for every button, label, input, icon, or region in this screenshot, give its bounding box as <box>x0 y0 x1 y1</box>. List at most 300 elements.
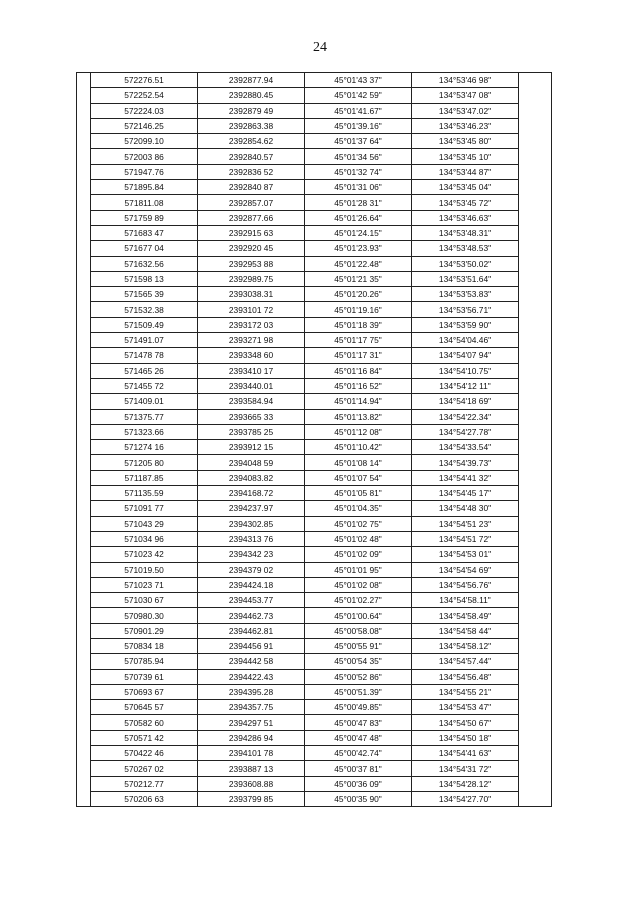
y-coordinate-cell: 2394462.73 <box>198 608 305 623</box>
longitude-cell: 134°54'57.44" <box>412 654 519 669</box>
blank-left-cell <box>77 669 91 684</box>
blank-left-cell <box>77 394 91 409</box>
x-coordinate-cell: 572224.03 <box>91 103 198 118</box>
table-row <box>77 470 552 485</box>
y-coordinate-cell: 2393101 72 <box>198 302 305 317</box>
table-row <box>77 424 552 439</box>
x-coordinate-cell: 570212.77 <box>91 776 198 791</box>
table-row <box>77 302 552 317</box>
blank-right-cell <box>519 623 552 638</box>
table-row <box>77 608 552 623</box>
blank-right-cell <box>519 470 552 485</box>
table-row <box>77 791 552 806</box>
blank-left-cell <box>77 333 91 348</box>
table-row <box>77 684 552 699</box>
longitude-cell: 134°54'48 30" <box>412 501 519 516</box>
blank-left-cell <box>77 271 91 286</box>
y-coordinate-cell: 2392989.75 <box>198 271 305 286</box>
blank-left-cell <box>77 118 91 133</box>
blank-left-cell <box>77 700 91 715</box>
latitude-cell: 45°01'02 09" <box>305 547 412 562</box>
page-number: 24 <box>313 40 327 55</box>
y-coordinate-cell: 2394342 23 <box>198 547 305 562</box>
x-coordinate-cell: 571375.77 <box>91 409 198 424</box>
blank-right-cell <box>519 378 552 393</box>
x-coordinate-cell: 571187.85 <box>91 470 198 485</box>
blank-left-cell <box>77 440 91 455</box>
y-coordinate-cell: 2393271 98 <box>198 333 305 348</box>
blank-left-cell <box>77 317 91 332</box>
x-coordinate-cell: 571135.59 <box>91 486 198 501</box>
longitude-cell: 134°54'53 01" <box>412 547 519 562</box>
latitude-cell: 45°01'23.93" <box>305 241 412 256</box>
longitude-cell: 134°54'07 94" <box>412 348 519 363</box>
latitude-cell: 45°00'37 81" <box>305 761 412 776</box>
blank-right-cell <box>519 730 552 745</box>
y-coordinate-cell: 2393785 25 <box>198 424 305 439</box>
blank-right-cell <box>519 317 552 332</box>
blank-right-cell <box>519 684 552 699</box>
x-coordinate-cell: 570739 61 <box>91 669 198 684</box>
table-row <box>77 88 552 103</box>
longitude-cell: 134°53'45 04" <box>412 180 519 195</box>
y-coordinate-cell: 2393608.88 <box>198 776 305 791</box>
y-coordinate-cell: 2392836 52 <box>198 164 305 179</box>
blank-right-cell <box>519 103 552 118</box>
x-coordinate-cell: 572276.51 <box>91 73 198 88</box>
x-coordinate-cell: 571509.49 <box>91 317 198 332</box>
latitude-cell: 45°01'17 31" <box>305 348 412 363</box>
x-coordinate-cell: 570206 63 <box>91 791 198 806</box>
latitude-cell: 45°00'55 91" <box>305 638 412 653</box>
table-row <box>77 516 552 531</box>
blank-right-cell <box>519 88 552 103</box>
x-coordinate-cell: 571091 77 <box>91 501 198 516</box>
latitude-cell: 45°00'54 35" <box>305 654 412 669</box>
latitude-cell: 45°01'16 84" <box>305 363 412 378</box>
blank-right-cell <box>519 210 552 225</box>
table-row <box>77 455 552 470</box>
table-row <box>77 531 552 546</box>
blank-left-cell <box>77 715 91 730</box>
y-coordinate-cell: 2394456 91 <box>198 638 305 653</box>
table-row <box>77 501 552 516</box>
table-row <box>77 103 552 118</box>
longitude-cell: 134°54'56.48" <box>412 669 519 684</box>
x-coordinate-cell: 571947.76 <box>91 164 198 179</box>
longitude-cell: 134°53'59 90" <box>412 317 519 332</box>
x-coordinate-cell: 570834 18 <box>91 638 198 653</box>
blank-right-cell <box>519 547 552 562</box>
longitude-cell: 134°53'53.83" <box>412 287 519 302</box>
table-row <box>77 394 552 409</box>
latitude-cell: 45°01'24.15" <box>305 225 412 240</box>
x-coordinate-cell: 571023 71 <box>91 577 198 592</box>
x-coordinate-cell: 571895.84 <box>91 180 198 195</box>
blank-right-cell <box>519 195 552 210</box>
longitude-cell: 134°54'58.12" <box>412 638 519 653</box>
blank-left-cell <box>77 103 91 118</box>
latitude-cell: 45°01'04.35" <box>305 501 412 516</box>
longitude-cell: 134°54'39.73" <box>412 455 519 470</box>
latitude-cell: 45°01'08 14" <box>305 455 412 470</box>
latitude-cell: 45°00'47 48" <box>305 730 412 745</box>
longitude-cell: 134°53'45 72" <box>412 195 519 210</box>
table-row <box>77 225 552 240</box>
x-coordinate-cell: 570571 42 <box>91 730 198 745</box>
longitude-cell: 134°53'46.23" <box>412 118 519 133</box>
blank-left-cell <box>77 256 91 271</box>
x-coordinate-cell: 571043 29 <box>91 516 198 531</box>
table-row <box>77 593 552 608</box>
blank-right-cell <box>519 761 552 776</box>
y-coordinate-cell: 2394424.18 <box>198 577 305 592</box>
latitude-cell: 45°00'47 83" <box>305 715 412 730</box>
blank-right-cell <box>519 287 552 302</box>
longitude-cell: 134°54'22.34" <box>412 409 519 424</box>
longitude-cell: 134°53'48.53" <box>412 241 519 256</box>
blank-left-cell <box>77 134 91 149</box>
blank-left-cell <box>77 547 91 562</box>
y-coordinate-cell: 2393887 13 <box>198 761 305 776</box>
x-coordinate-cell: 571677 04 <box>91 241 198 256</box>
longitude-cell: 134°54'04.46" <box>412 333 519 348</box>
table-row <box>77 241 552 256</box>
x-coordinate-cell: 570267 02 <box>91 761 198 776</box>
blank-right-cell <box>519 608 552 623</box>
x-coordinate-cell: 571811.08 <box>91 195 198 210</box>
table-row <box>77 333 552 348</box>
longitude-cell: 134°53'48.31" <box>412 225 519 240</box>
table-row <box>77 654 552 669</box>
blank-right-cell <box>519 562 552 577</box>
y-coordinate-cell: 2392877.94 <box>198 73 305 88</box>
x-coordinate-cell: 571455 72 <box>91 378 198 393</box>
y-coordinate-cell: 2392840.57 <box>198 149 305 164</box>
x-coordinate-cell: 570645 57 <box>91 700 198 715</box>
y-coordinate-cell: 2394442 58 <box>198 654 305 669</box>
y-coordinate-cell: 2394302.85 <box>198 516 305 531</box>
latitude-cell: 45°01'07 54" <box>305 470 412 485</box>
longitude-cell: 134°53'47.02" <box>412 103 519 118</box>
x-coordinate-cell: 572003 86 <box>91 149 198 164</box>
longitude-cell: 134°54'51 72" <box>412 531 519 546</box>
y-coordinate-cell: 2394453.77 <box>198 593 305 608</box>
blank-right-cell <box>519 424 552 439</box>
longitude-cell: 134°54'33.54" <box>412 440 519 455</box>
blank-right-cell <box>519 256 552 271</box>
blank-left-cell <box>77 210 91 225</box>
longitude-cell: 134°53'56.71" <box>412 302 519 317</box>
y-coordinate-cell: 2393038.31 <box>198 287 305 302</box>
blank-left-cell <box>77 516 91 531</box>
blank-left-cell <box>77 180 91 195</box>
latitude-cell: 45°01'41.67" <box>305 103 412 118</box>
blank-left-cell <box>77 287 91 302</box>
x-coordinate-cell: 571023 42 <box>91 547 198 562</box>
longitude-cell: 134°53'46.63" <box>412 210 519 225</box>
y-coordinate-cell: 2393348 60 <box>198 348 305 363</box>
y-coordinate-cell: 2392857.07 <box>198 195 305 210</box>
blank-left-cell <box>77 623 91 638</box>
y-coordinate-cell: 2392877.66 <box>198 210 305 225</box>
y-coordinate-cell: 2392920 45 <box>198 241 305 256</box>
longitude-cell: 134°54'41 63" <box>412 746 519 761</box>
blank-right-cell <box>519 776 552 791</box>
blank-right-cell <box>519 180 552 195</box>
x-coordinate-cell: 571030 67 <box>91 593 198 608</box>
blank-right-cell <box>519 455 552 470</box>
table-row <box>77 271 552 286</box>
blank-right-cell <box>519 73 552 88</box>
table-row <box>77 730 552 745</box>
blank-left-cell <box>77 195 91 210</box>
latitude-cell: 45°01'16 52" <box>305 378 412 393</box>
blank-right-cell <box>519 486 552 501</box>
x-coordinate-cell: 571465 26 <box>91 363 198 378</box>
table-row <box>77 486 552 501</box>
table-row <box>77 256 552 271</box>
latitude-cell: 45°00'42.74" <box>305 746 412 761</box>
longitude-cell: 134°54'50 67" <box>412 715 519 730</box>
latitude-cell: 45°01'42 59" <box>305 88 412 103</box>
table-row <box>77 547 552 562</box>
y-coordinate-cell: 2394083.82 <box>198 470 305 485</box>
table-row <box>77 180 552 195</box>
x-coordinate-cell: 571759 89 <box>91 210 198 225</box>
latitude-cell: 45°01'00.64" <box>305 608 412 623</box>
y-coordinate-cell: 2394168.72 <box>198 486 305 501</box>
latitude-cell: 45°01'39.16" <box>305 118 412 133</box>
blank-left-cell <box>77 791 91 806</box>
latitude-cell: 45°01'14.94" <box>305 394 412 409</box>
blank-left-cell <box>77 302 91 317</box>
longitude-cell: 134°53'46 98" <box>412 73 519 88</box>
x-coordinate-cell: 571205 80 <box>91 455 198 470</box>
blank-left-cell <box>77 501 91 516</box>
blank-left-cell <box>77 654 91 669</box>
longitude-cell: 134°53'47 08" <box>412 88 519 103</box>
longitude-cell: 134°54'27.70" <box>412 791 519 806</box>
table-row <box>77 577 552 592</box>
longitude-cell: 134°54'10.75" <box>412 363 519 378</box>
longitude-cell: 134°54'55 21" <box>412 684 519 699</box>
blank-right-cell <box>519 394 552 409</box>
latitude-cell: 45°01'19.16" <box>305 302 412 317</box>
table-row <box>77 317 552 332</box>
longitude-cell: 134°54'18 69" <box>412 394 519 409</box>
longitude-cell: 134°54'45 17" <box>412 486 519 501</box>
blank-right-cell <box>519 241 552 256</box>
blank-right-cell <box>519 746 552 761</box>
latitude-cell: 45°01'05 81" <box>305 486 412 501</box>
blank-right-cell <box>519 225 552 240</box>
x-coordinate-cell: 571019.50 <box>91 562 198 577</box>
blank-left-cell <box>77 562 91 577</box>
table-row <box>77 669 552 684</box>
blank-left-cell <box>77 486 91 501</box>
table-row <box>77 746 552 761</box>
longitude-cell: 134°54'58 44" <box>412 623 519 638</box>
latitude-cell: 45°01'10.42" <box>305 440 412 455</box>
y-coordinate-cell: 2394379 02 <box>198 562 305 577</box>
blank-left-cell <box>77 348 91 363</box>
blank-left-cell <box>77 455 91 470</box>
blank-right-cell <box>519 118 552 133</box>
coordinates-table-body <box>77 73 552 807</box>
blank-right-cell <box>519 440 552 455</box>
y-coordinate-cell: 2393440.01 <box>198 378 305 393</box>
x-coordinate-cell: 570422 46 <box>91 746 198 761</box>
latitude-cell: 45°01'32 74" <box>305 164 412 179</box>
blank-right-cell <box>519 164 552 179</box>
x-coordinate-cell: 571323.66 <box>91 424 198 439</box>
x-coordinate-cell: 571532.38 <box>91 302 198 317</box>
blank-left-cell <box>77 684 91 699</box>
blank-right-cell <box>519 715 552 730</box>
longitude-cell: 134°54'53 47" <box>412 700 519 715</box>
blank-left-cell <box>77 149 91 164</box>
latitude-cell: 45°01'28 31" <box>305 195 412 210</box>
blank-right-cell <box>519 409 552 424</box>
blank-right-cell <box>519 531 552 546</box>
y-coordinate-cell: 2394357.75 <box>198 700 305 715</box>
x-coordinate-cell: 570785.94 <box>91 654 198 669</box>
table-row <box>77 715 552 730</box>
latitude-cell: 45°01'21 35" <box>305 271 412 286</box>
x-coordinate-cell: 570693 67 <box>91 684 198 699</box>
x-coordinate-cell: 570901.29 <box>91 623 198 638</box>
blank-left-cell <box>77 378 91 393</box>
latitude-cell: 45°00'52 86" <box>305 669 412 684</box>
latitude-cell: 45°00'36 09" <box>305 776 412 791</box>
table-row <box>77 638 552 653</box>
blank-right-cell <box>519 700 552 715</box>
x-coordinate-cell: 570582 60 <box>91 715 198 730</box>
blank-right-cell <box>519 593 552 608</box>
y-coordinate-cell: 2394286 94 <box>198 730 305 745</box>
y-coordinate-cell: 2394313 76 <box>198 531 305 546</box>
blank-right-cell <box>519 516 552 531</box>
x-coordinate-cell: 571491.07 <box>91 333 198 348</box>
blank-right-cell <box>519 669 552 684</box>
latitude-cell: 45°00'35 90" <box>305 791 412 806</box>
table-row <box>77 210 552 225</box>
table-row <box>77 118 552 133</box>
table-row <box>77 73 552 88</box>
blank-left-cell <box>77 531 91 546</box>
x-coordinate-cell: 571565 39 <box>91 287 198 302</box>
latitude-cell: 45°01'02 08" <box>305 577 412 592</box>
table-row <box>77 134 552 149</box>
longitude-cell: 134°53'44 87" <box>412 164 519 179</box>
blank-right-cell <box>519 654 552 669</box>
x-coordinate-cell: 571632.56 <box>91 256 198 271</box>
x-coordinate-cell: 571409.01 <box>91 394 198 409</box>
latitude-cell: 45°01'43 37" <box>305 73 412 88</box>
x-coordinate-cell: 571034 96 <box>91 531 198 546</box>
blank-right-cell <box>519 363 552 378</box>
y-coordinate-cell: 2394101 78 <box>198 746 305 761</box>
latitude-cell: 45°01'20.26" <box>305 287 412 302</box>
y-coordinate-cell: 2392915 63 <box>198 225 305 240</box>
y-coordinate-cell: 2393584.94 <box>198 394 305 409</box>
latitude-cell: 45°01'02.27" <box>305 593 412 608</box>
blank-right-cell <box>519 577 552 592</box>
blank-left-cell <box>77 424 91 439</box>
latitude-cell: 45°01'37 64" <box>305 134 412 149</box>
longitude-cell: 134°54'54 69" <box>412 562 519 577</box>
longitude-cell: 134°53'50.02" <box>412 256 519 271</box>
latitude-cell: 45°01'17 75" <box>305 333 412 348</box>
blank-left-cell <box>77 470 91 485</box>
longitude-cell: 134°54'27.78" <box>412 424 519 439</box>
blank-left-cell <box>77 776 91 791</box>
latitude-cell: 45°01'12 08" <box>305 424 412 439</box>
latitude-cell: 45°00'51.39" <box>305 684 412 699</box>
x-coordinate-cell: 571274 16 <box>91 440 198 455</box>
longitude-cell: 134°54'12 11" <box>412 378 519 393</box>
table-row <box>77 195 552 210</box>
table-row <box>77 562 552 577</box>
latitude-cell: 45°01'26.64" <box>305 210 412 225</box>
longitude-cell: 134°53'51.64" <box>412 271 519 286</box>
latitude-cell: 45°01'18 39" <box>305 317 412 332</box>
x-coordinate-cell: 570980.30 <box>91 608 198 623</box>
y-coordinate-cell: 2393410 17 <box>198 363 305 378</box>
y-coordinate-cell: 2392840 87 <box>198 180 305 195</box>
latitude-cell: 45°01'02 75" <box>305 516 412 531</box>
table-row <box>77 409 552 424</box>
coordinates-table <box>76 72 552 807</box>
latitude-cell: 45°00'58.08" <box>305 623 412 638</box>
longitude-cell: 134°54'51 23" <box>412 516 519 531</box>
blank-left-cell <box>77 73 91 88</box>
y-coordinate-cell: 2392953 88 <box>198 256 305 271</box>
latitude-cell: 45°01'13.82" <box>305 409 412 424</box>
longitude-cell: 134°54'31 72" <box>412 761 519 776</box>
table-row <box>77 149 552 164</box>
blank-left-cell <box>77 638 91 653</box>
longitude-cell: 134°54'41 32" <box>412 470 519 485</box>
blank-left-cell <box>77 241 91 256</box>
table-row <box>77 348 552 363</box>
longitude-cell: 134°54'58.49" <box>412 608 519 623</box>
table-row <box>77 761 552 776</box>
blank-left-cell <box>77 577 91 592</box>
blank-left-cell <box>77 761 91 776</box>
blank-right-cell <box>519 501 552 516</box>
y-coordinate-cell: 2394297 51 <box>198 715 305 730</box>
y-coordinate-cell: 2392879 49 <box>198 103 305 118</box>
x-coordinate-cell: 571598 13 <box>91 271 198 286</box>
table-row <box>77 776 552 791</box>
latitude-cell: 45°01'22.48" <box>305 256 412 271</box>
blank-right-cell <box>519 134 552 149</box>
y-coordinate-cell: 2394395.28 <box>198 684 305 699</box>
y-coordinate-cell: 2394422.43 <box>198 669 305 684</box>
blank-left-cell <box>77 746 91 761</box>
blank-right-cell <box>519 271 552 286</box>
x-coordinate-cell: 572146.25 <box>91 118 198 133</box>
latitude-cell: 45°01'01 95" <box>305 562 412 577</box>
table-row <box>77 700 552 715</box>
latitude-cell: 45°01'02 48" <box>305 531 412 546</box>
y-coordinate-cell: 2394237.97 <box>198 501 305 516</box>
longitude-cell: 134°53'45 10" <box>412 149 519 164</box>
table-row <box>77 164 552 179</box>
blank-left-cell <box>77 225 91 240</box>
